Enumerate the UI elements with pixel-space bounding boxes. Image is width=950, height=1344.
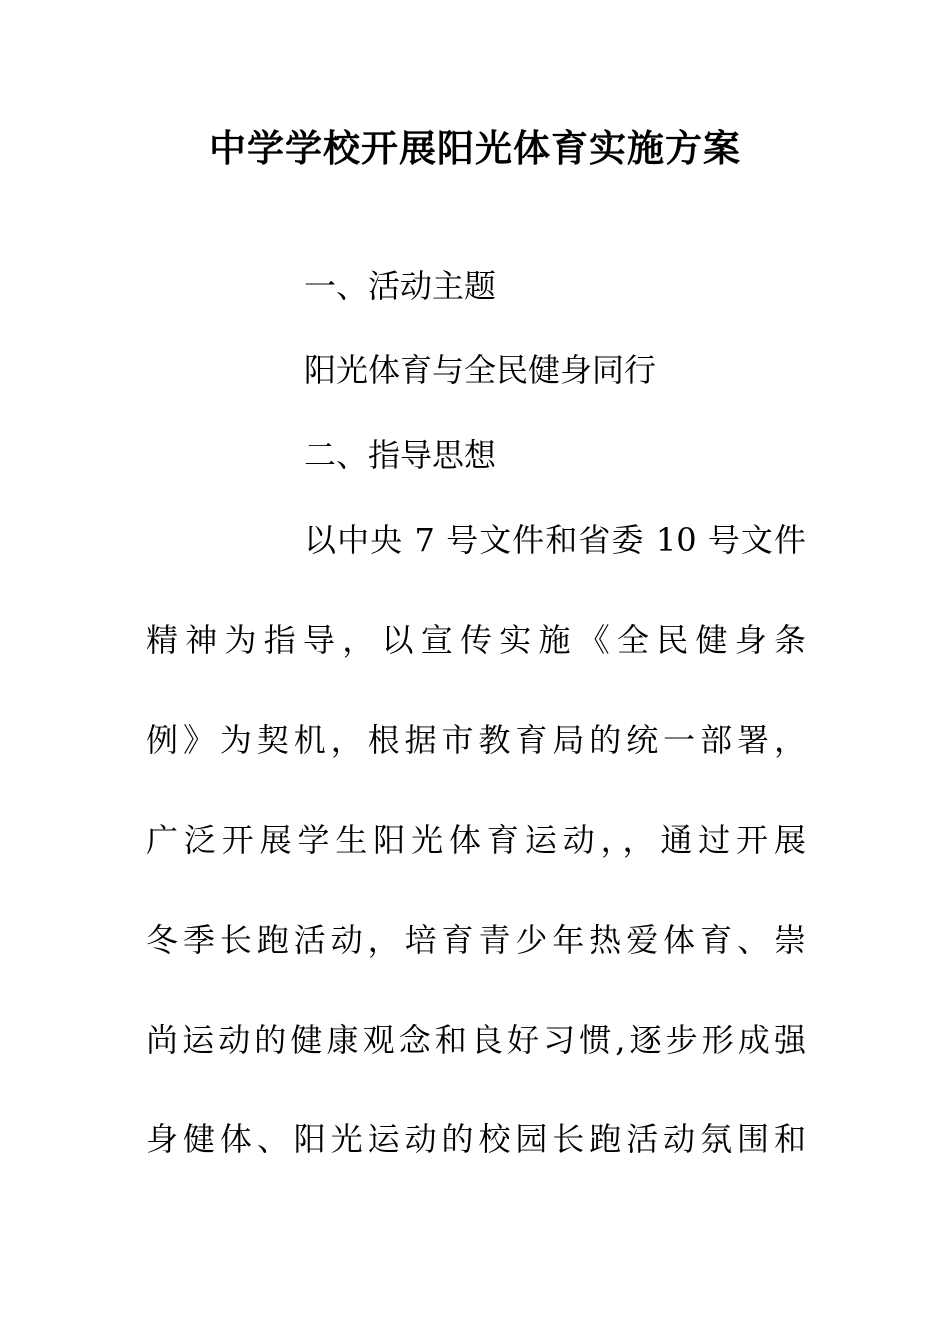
paragraph-line-4: 广泛开展学生阳光体育运动，，通过开展 [146, 821, 806, 859]
paragraph-line-1: 以中央 7 号文件和省委 10 号文件 [304, 521, 806, 559]
section-heading-activity-theme: 一、活动主题 [304, 267, 497, 305]
paragraph-line-5: 冬季长跑活动，培育青少年热爱体育、崇 [146, 921, 806, 959]
document-title: 中学学校开展阳光体育实施方案 [209, 127, 741, 170]
section-heading-guiding-ideology: 二、指导思想 [304, 436, 497, 474]
paragraph-line-6: 尚运动的健康观念和良好习惯,逐步形成强 [146, 1021, 806, 1059]
paragraph-line-7: 身健体、阳光运动的校园长跑活动氛围和 [146, 1120, 806, 1158]
paragraph-line-3: 例》为契机，根据市教育局的统一部署， [146, 721, 806, 759]
paragraph-line-2: 精神为指导，以宣传实施《全民健身条 [146, 621, 806, 659]
activity-theme-text: 阳光体育与全民健身同行 [304, 351, 657, 389]
